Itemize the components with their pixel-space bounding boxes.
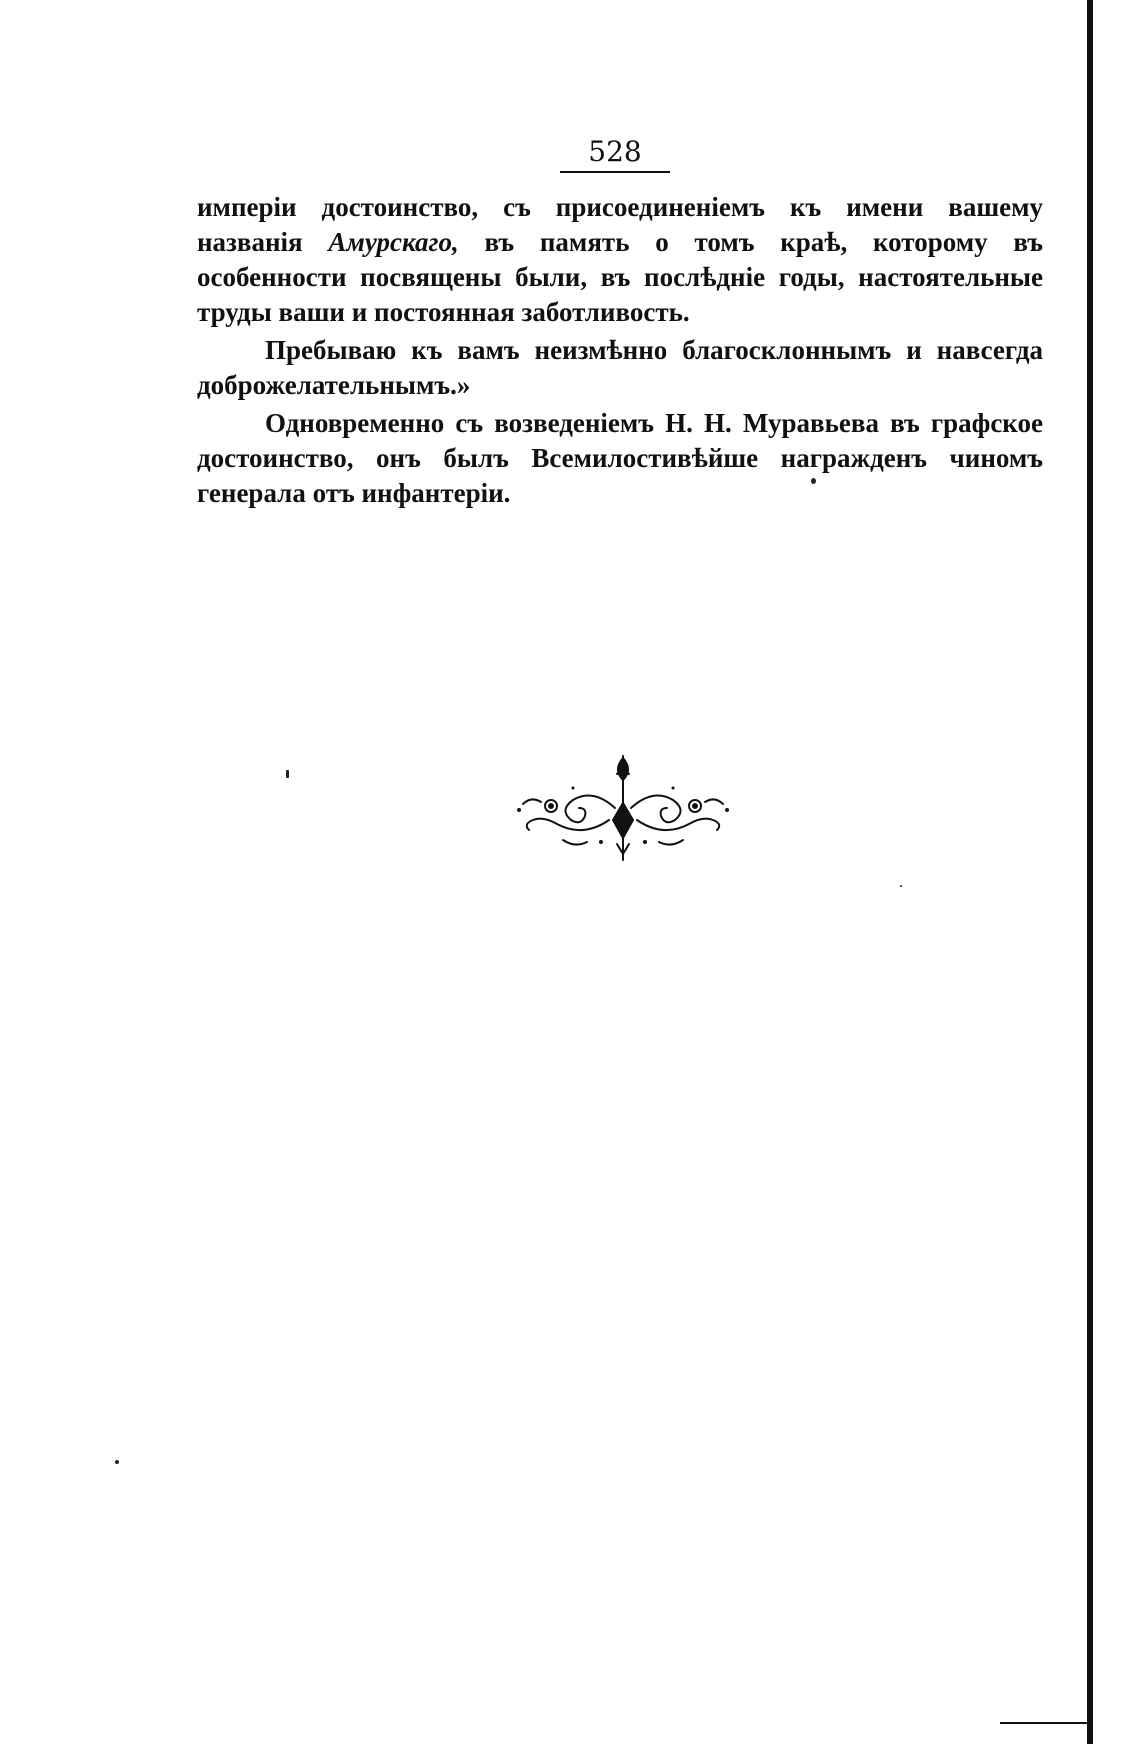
page-edge-bottom [1000,1722,1090,1724]
paragraph-2-part-1: Пребываю къ вамъ неизмѣнно благосклоннымъ и навсегда доброжелательнымъ.» [197,335,1043,400]
paragraph-1 [197,190,1043,330]
paragraph-1-part-2-italic: Амурскаго, [328,227,459,257]
body-text [197,190,1043,511]
speck [115,1460,119,1464]
speck [286,770,289,778]
paragraph-1-part-1: имперіи достоинство, съ присоединеніемъ къ имени вашему названія [197,192,1043,257]
paragraph-2 [197,333,1043,403]
paragraph-1-part-3: въ память о томъ краѣ, которому въ особенности посвящены были, въ послѣдніе годы, настоятельные труды ваши и постоянная заботливость. [197,227,1043,327]
speck [811,478,816,484]
page-number: 528 [560,135,670,173]
paragraph-3-part-1: Одновременно съ возведеніемъ Н. Н. Муравьева въ графское достоинство, онъ былъ Всемилостивѣйше награжденъ чиномъ генерала отъ инфантеріи. [197,408,1043,508]
paragraph-3 [197,406,1043,511]
speck [900,885,902,887]
ornament-icon [513,748,733,868]
page-edge-right [1087,0,1093,1744]
